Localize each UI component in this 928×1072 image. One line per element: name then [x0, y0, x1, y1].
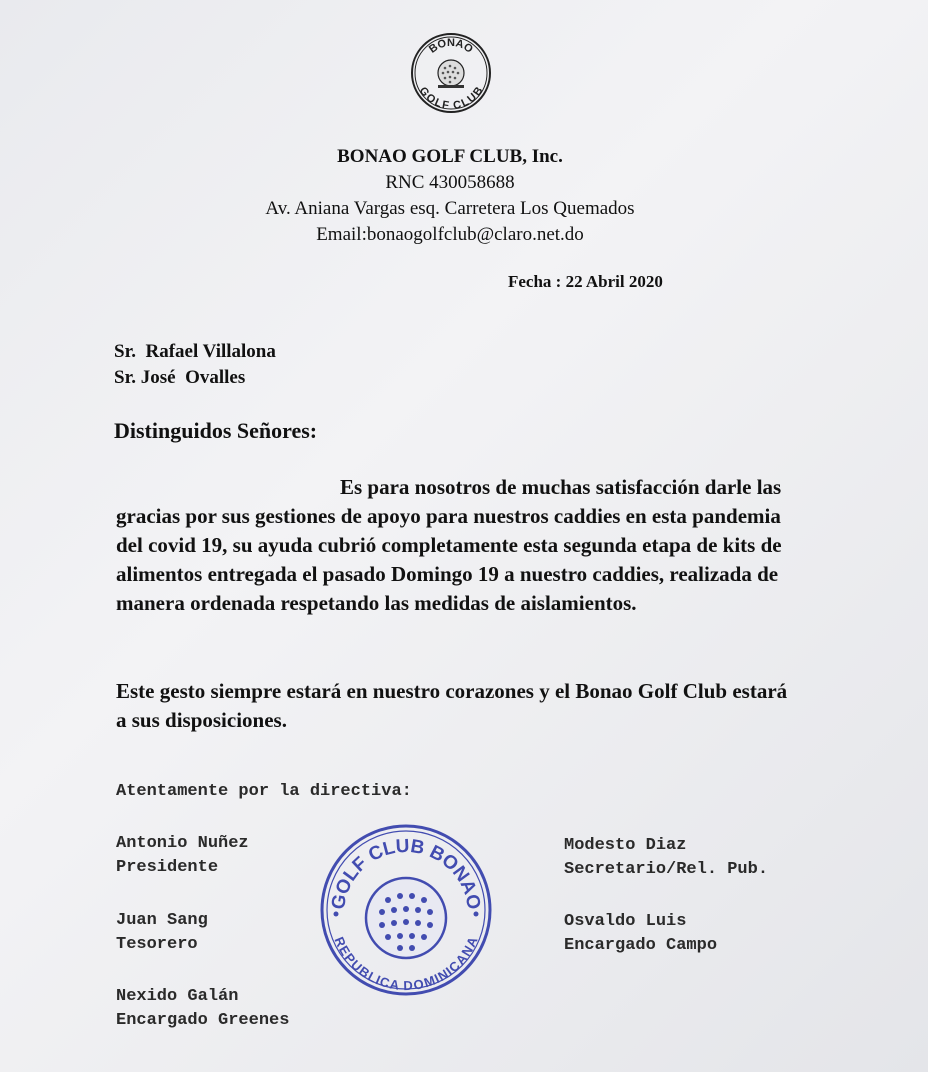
svg-text:GOLF CLUB	[416, 85, 485, 112]
club-address: Av. Aniana Vargas esq. Carretera Los Quemados	[265, 198, 635, 219]
signatory	[116, 985, 289, 1033]
club-logo	[410, 32, 492, 114]
golf-ball-icon	[438, 60, 464, 88]
signatory-name: Antonio Nuñez	[116, 834, 249, 853]
signatory-name: Modesto Diaz	[564, 836, 687, 855]
club-rnc: RNC 430058688	[385, 172, 515, 193]
signatory	[116, 909, 208, 957]
body-paragraph: Es para nosotros de muchas satisfacción darle las gracias por sus gestiones de apoyo para nuestros caddies en esta pandemia del covid 19, su ayuda cubrió completamente esta segunda etapa de kits de alimentos entregada el pasado Domingo 19 a nuestro caddies, realizada de manera ordenada respetando las medidas de aislamientos.	[116, 475, 782, 615]
logo-text-top: BONAO	[427, 37, 475, 56]
signatory-role: Secretario/Rel. Pub.	[564, 860, 769, 879]
recipient: Sr. José Ovalles	[114, 367, 246, 388]
svg-text:BONAO	[427, 37, 475, 56]
signatory-name: Juan Sang	[116, 911, 208, 930]
club-email: Email:bonaogolfclub@claro.net.do	[316, 224, 584, 245]
club-seal-stamp	[318, 822, 494, 998]
closing-line: Atentamente por la directiva:	[116, 782, 412, 801]
body-paragraph: Este gesto siempre estará en nuestro corazones y el Bonao Golf Club estará a sus disposiciones.	[116, 679, 788, 732]
letter-date: Fecha : 22 Abril 2020	[508, 272, 663, 291]
signatory-role: Encargado Greenes	[116, 1011, 290, 1030]
recipient: Sr. Rafael Villalona	[114, 341, 276, 362]
signatory	[116, 832, 249, 880]
golf-ball-icon	[366, 878, 446, 958]
seal-text-top: GOLF CLUB BONAO	[327, 835, 485, 912]
greeting: Distinguidos Señores:	[114, 418, 318, 443]
logo-text-bottom: GOLF CLUB	[416, 85, 486, 113]
signatory-name: Osvaldo Luis	[564, 912, 687, 931]
signatory-name: Nexido Galán	[116, 987, 239, 1006]
signatory	[564, 910, 717, 958]
seal-text-bottom: REPUBLICA DOMINICANA	[331, 934, 481, 993]
signatory-role: Presidente	[116, 858, 219, 877]
signatory-role: Encargado Campo	[564, 936, 718, 955]
signatory	[564, 834, 768, 882]
club-name: BONAO GOLF CLUB, Inc.	[337, 146, 563, 167]
signatory-role: Tesorero	[116, 935, 198, 954]
